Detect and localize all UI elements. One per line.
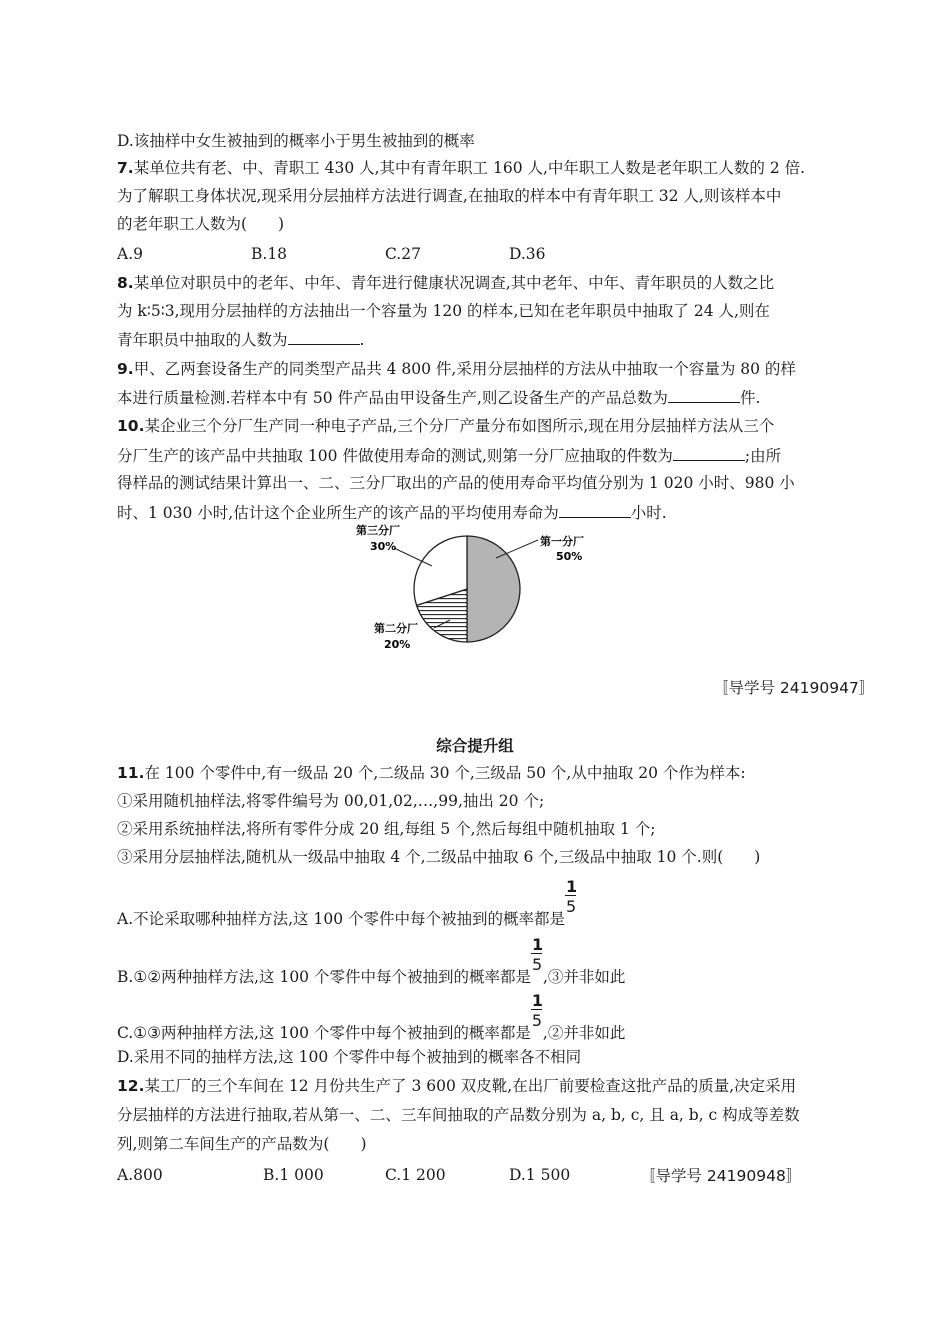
- q7-option-d: D.36: [509, 245, 546, 263]
- q9-answer-blank[interactable]: [668, 386, 740, 403]
- q11-option-d: D.采用不同的抽样方法,这 100 个零件中每个被抽到的概率各不相同: [117, 1048, 582, 1066]
- q12-line2: 分层抽样的方法进行抽取,若从第一、二、三车间抽取的产品数分别为 a, b, c, 且 a, b, c 构成等差数: [117, 1106, 800, 1124]
- q10-text-4-end: 小时.: [630, 504, 667, 522]
- q11-item2: ②采用系统抽样法,将所有零件分成 20 组,每组 5 个,然后每组中随机抽取 1 个;: [117, 820, 656, 838]
- fraction-denominator: 5: [531, 1011, 543, 1030]
- q11-line1: [117, 762, 746, 784]
- q10-text-1: 某企业三个分厂生产同一种电子产品,三个分厂产量分布如图所示,现在用分层抽样方法从三个: [144, 417, 775, 435]
- q11-option-b-end: ,③并非如此: [542, 968, 626, 986]
- q12-option-a: A.800: [117, 1166, 163, 1184]
- q6-option-d: D.该抽样中女生被抽到的概率小于男生被抽到的概率: [117, 132, 475, 150]
- q12-option-b: B.1 000: [263, 1166, 324, 1184]
- q11-option-b-text: B.①②两种抽样方法,这 100 个零件中每个被抽到的概率都是: [117, 968, 531, 986]
- q12-reference-number: 〚导学号 24190948〛: [640, 1167, 802, 1185]
- q11-option-c-text: C.①③两种抽样方法,这 100 个零件中每个被抽到的概率都是: [117, 1024, 531, 1042]
- q9-line1: [117, 358, 796, 380]
- q11-item1: ①采用随机抽样法,将零件编号为 00,01,02,…,99,抽出 20 个;: [117, 792, 545, 810]
- q11-item3: ③采用分层抽样法,随机从一级品中抽取 4 个,二级品中抽取 6 个,三级品中抽取 10 个.则( ): [117, 848, 761, 866]
- q9-text-1: 甲、乙两套设备生产的同类型产品共 4 800 件,采用分层抽样的方法从中抽取一个容量为 80 的样: [133, 360, 796, 378]
- q10-line1: [117, 415, 774, 437]
- q7-number: 7.: [117, 159, 134, 177]
- q9-line2: [117, 386, 760, 409]
- q12-option-d: D.1 500: [509, 1166, 571, 1184]
- slice-2-name: 第二分厂: [374, 622, 418, 635]
- q11-option-c: [117, 991, 626, 1044]
- q7-option-c: C.27: [385, 245, 421, 263]
- pie-slice-first-factory: [467, 536, 520, 642]
- q8-text-3-end: .: [359, 331, 365, 349]
- fraction-denominator: 5: [566, 897, 577, 916]
- fraction-one-fifth: [565, 877, 578, 924]
- q12-line1: [117, 1075, 796, 1097]
- slice-3-name: 第三分厂: [356, 524, 400, 537]
- slice-2-value: 20%: [384, 638, 411, 651]
- fraction-denominator: 5: [531, 955, 543, 974]
- q8-line3: [117, 328, 364, 351]
- q12-option-c: C.1 200: [385, 1166, 446, 1184]
- q12-line3: 列,则第二车间生产的产品数为( ): [117, 1135, 367, 1153]
- q8-line1: [117, 272, 774, 294]
- q10-text-4: 时、1 030 小时,估计这个企业所生产的该产品的平均使用寿命为: [117, 504, 559, 522]
- q11-text-1: 在 100 个零件中,有一级品 20 个,二级品 30 个,三级品 50 个,从中抽取 20 个作为样本:: [144, 764, 746, 782]
- q8-answer-blank[interactable]: [288, 328, 360, 345]
- q8-text-3: 青年职员中抽取的人数为: [117, 331, 288, 349]
- q9-number: 9.: [117, 360, 134, 378]
- fraction-numerator: 1: [531, 935, 544, 954]
- q10-text-2-end: ;由所: [744, 447, 782, 465]
- pie-slices: [414, 536, 520, 642]
- q10-reference-number: 〚导学号 24190947〛: [713, 679, 875, 697]
- q10-line2: [117, 444, 781, 467]
- section-heading: 综合提升组: [436, 737, 514, 755]
- q7-line3: 的老年职工人数为( ): [117, 215, 285, 233]
- q9-text-2: 本进行质量检测.若样本中有 50 件产品由甲设备生产,则乙设备生产的产品总数为: [117, 389, 668, 407]
- fraction-one-fifth: [531, 935, 544, 982]
- q8-line2: 为 k∶5∶3,现用分层抽样的方法抽出一个容量为 120 的样本,已知在老年职员中抽取了 24 人,则在: [117, 302, 770, 320]
- q12-text-1: 某工厂的三个车间在 12 月份共生产了 3 600 双皮靴,在出厂前要检查这批产品的质量,决定采用: [144, 1077, 797, 1095]
- q7-line1: [117, 157, 805, 179]
- q10-text-2: 分厂生产的该产品中共抽取 100 件做使用寿命的测试,则第一分厂应抽取的件数为: [117, 447, 673, 465]
- slice-1-name: 第一分厂: [540, 535, 584, 548]
- q11-number: 11.: [117, 764, 145, 782]
- slice-3-value: 30%: [370, 540, 397, 553]
- q8-number: 8.: [117, 274, 134, 292]
- q7-option-b: B.18: [251, 245, 288, 263]
- slice-1-value: 50%: [556, 550, 583, 563]
- q10-line4: [117, 501, 667, 524]
- factory-pie-chart: [350, 522, 610, 657]
- fraction-numerator: 1: [566, 877, 578, 896]
- q10-answer-blank-1[interactable]: [673, 444, 745, 461]
- q11-option-a: [117, 877, 578, 930]
- q10-number: 10.: [117, 417, 145, 435]
- q12-number: 12.: [117, 1077, 145, 1095]
- q11-option-a-text: A.不论采取哪种抽样方法,这 100 个零件中每个被抽到的概率都是: [117, 910, 565, 928]
- q11-option-c-end: ,②并非如此: [542, 1024, 626, 1042]
- q10-line3: 得样品的测试结果计算出一、二、三分厂取出的产品的使用寿命平均值分别为 1 020 小时、980 小: [117, 474, 795, 492]
- q9-text-2-end: 件.: [739, 389, 761, 407]
- q10-answer-blank-2[interactable]: [559, 501, 631, 518]
- fraction-numerator: 1: [531, 991, 544, 1010]
- q7-text-1: 某单位共有老、中、青职工 430 人,其中有青年职工 160 人,中年职工人数是老年职工人数的 2 倍.: [133, 159, 806, 177]
- q8-text-1: 某单位对职员中的老年、中年、青年进行健康状况调查,其中老年、中年、青年职员的人数之比: [133, 274, 775, 292]
- q7-line2: 为了解职工身体状况,现采用分层抽样方法进行调查,在抽取的样本中有青年职工 32 人,则该样本中: [117, 187, 782, 205]
- fraction-one-fifth: [531, 991, 544, 1038]
- q11-option-b: [117, 935, 626, 988]
- q7-option-a: A.9: [117, 245, 143, 263]
